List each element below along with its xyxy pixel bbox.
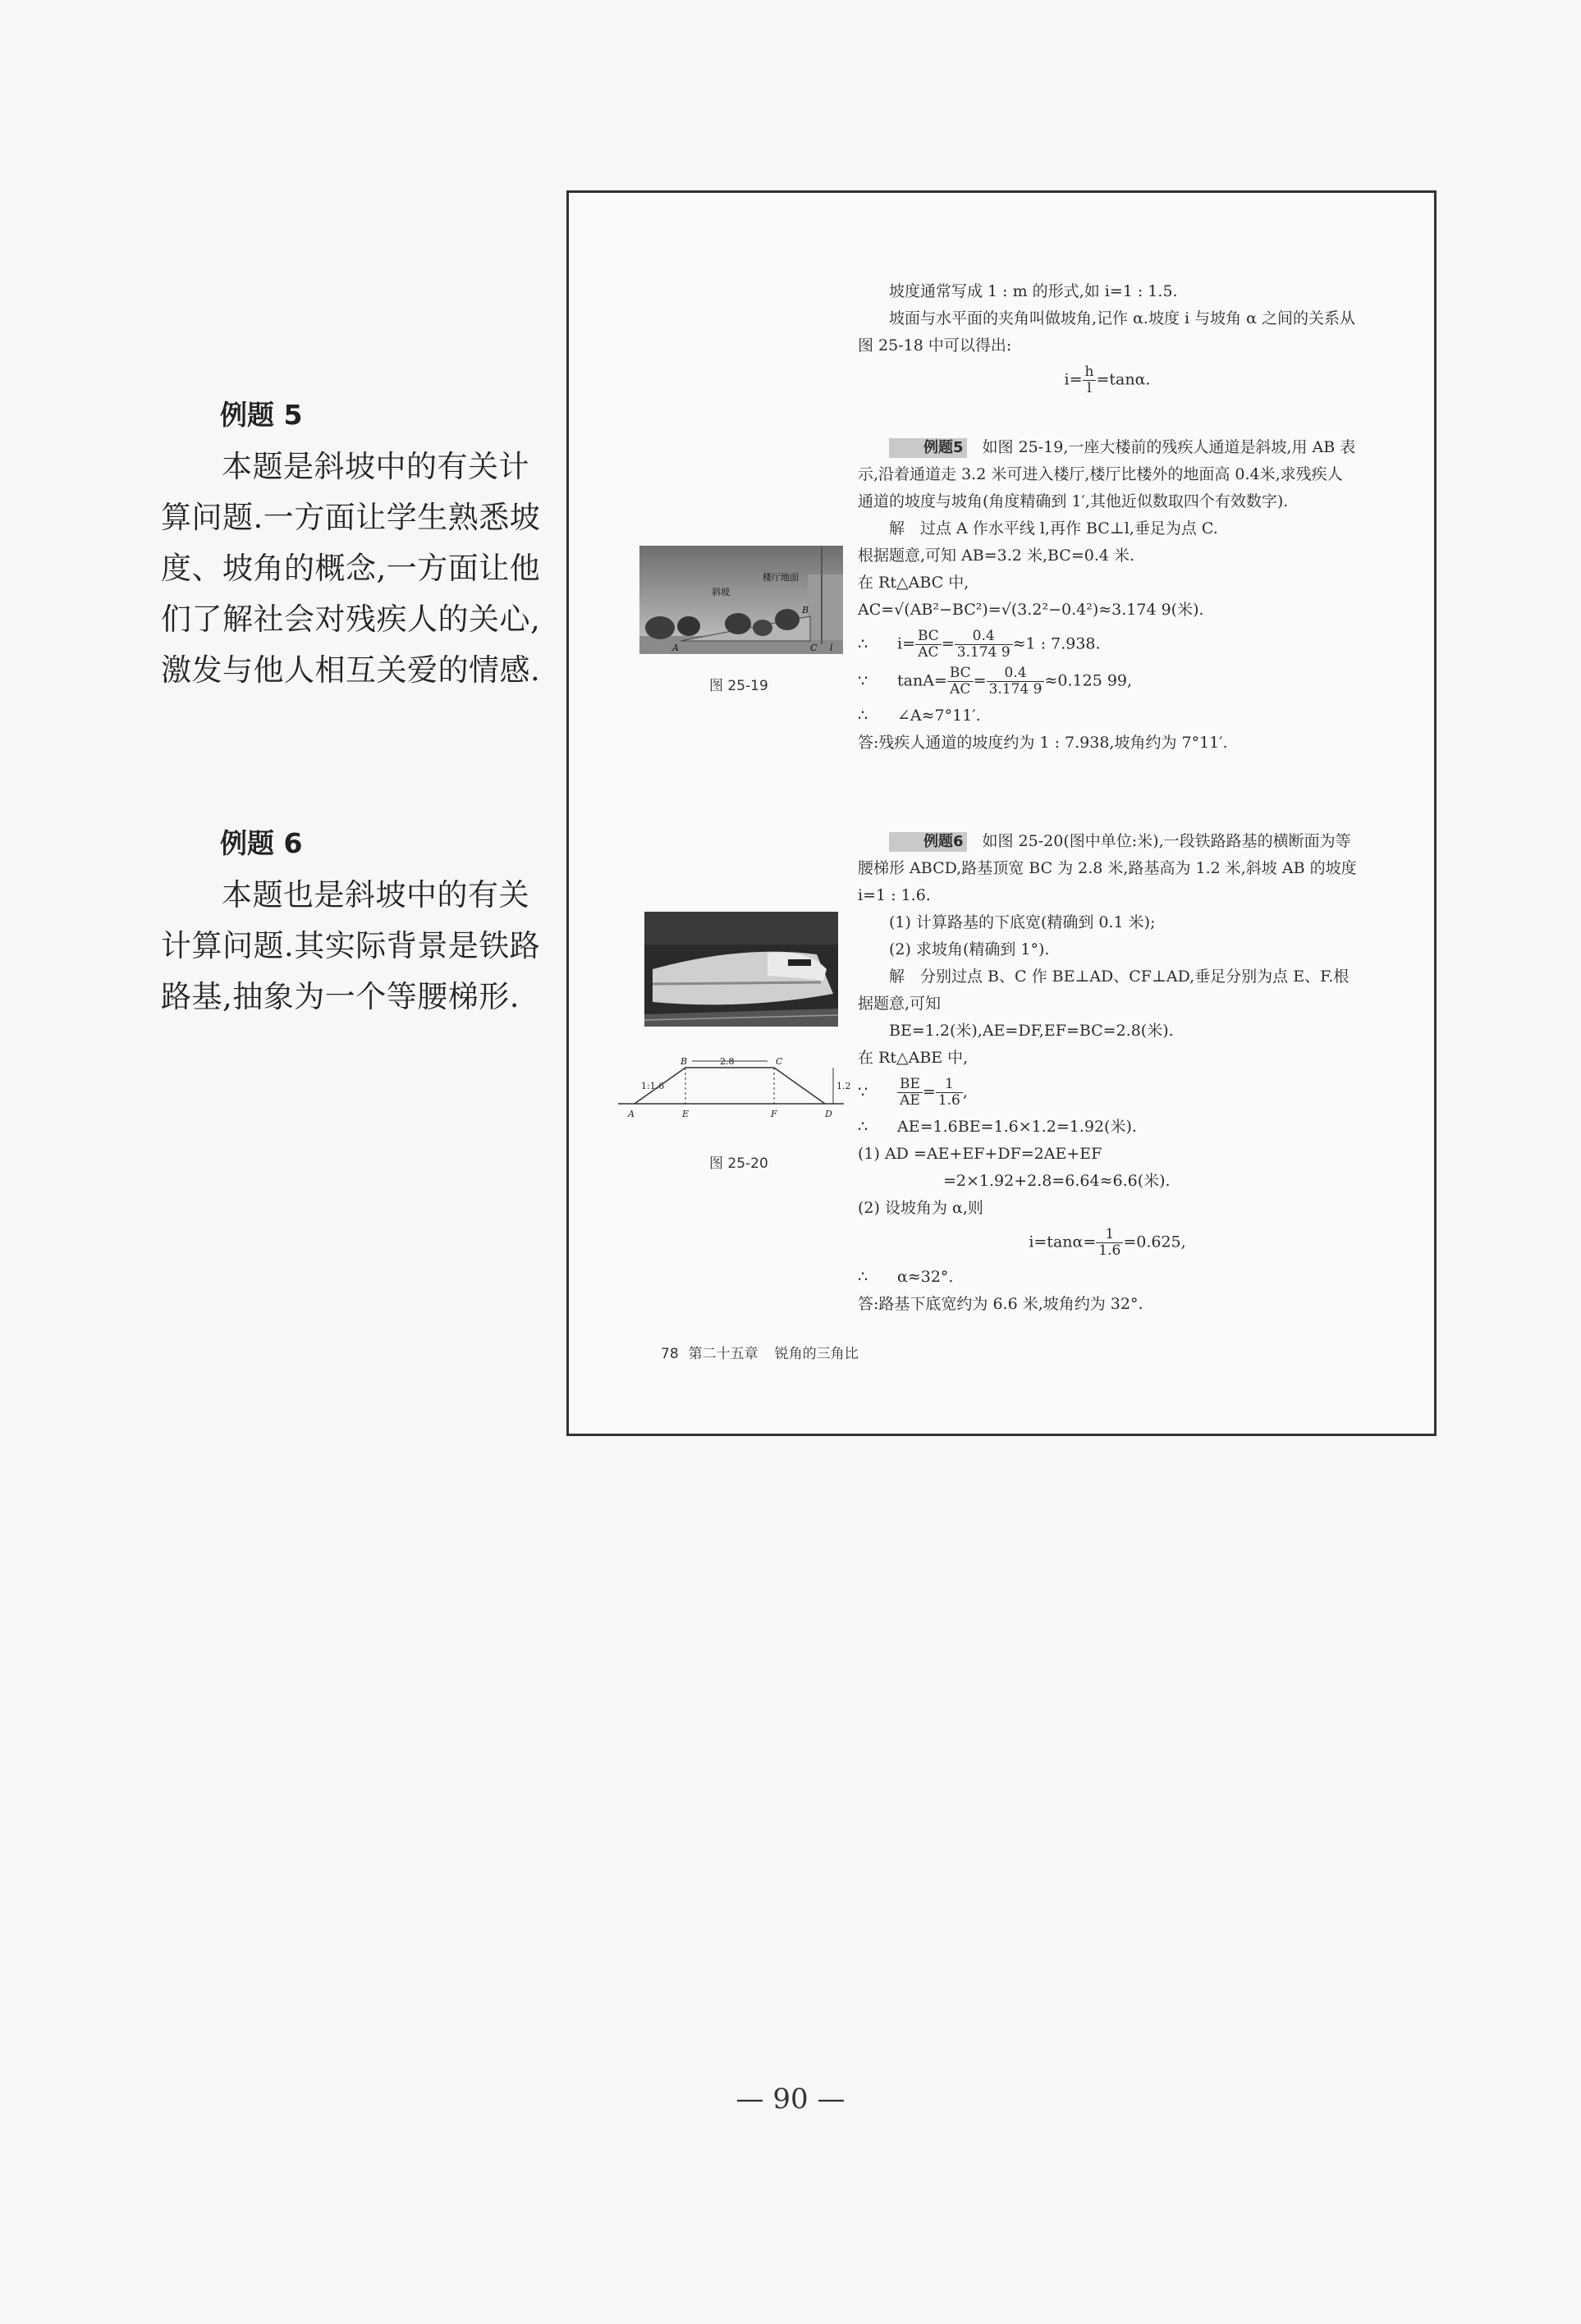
intro-line-1: 坡度通常写成 1 : m 的形式,如 i=1 : 1.5. [889, 282, 1178, 300]
figure-label-d: D [825, 1109, 832, 1119]
question-line: (1) 计算路基的下底宽(精确到 0.1 米); [889, 913, 1156, 931]
example-5 [858, 434, 1357, 757]
figure-label-a: A [628, 1109, 635, 1119]
solution-line: (1) AD =AE+EF+DF=2AE+EF [858, 1145, 1102, 1163]
solution-line: i=tanα= $\frac{1}{1.6}$ =0.625, [1029, 1226, 1186, 1259]
chapter-title: 锐角的三角比 [774, 1346, 859, 1362]
example-6 [858, 828, 1357, 1318]
sidenote-example-5 [161, 399, 550, 696]
figure-25-20-photo [644, 912, 838, 1027]
page-number: — 90 — [736, 2083, 845, 2116]
solution-line: ∴ ∠A≈7°11′. [858, 707, 981, 725]
sidenote-title: 例题 5 [220, 399, 303, 431]
slope-formula: i= $\frac{h}{l}$ =tanα. [1064, 364, 1151, 396]
figure-label-ratio: 1:1.6 [641, 1081, 665, 1091]
book-footer [661, 1342, 859, 1362]
solution-line: 根据题意,可知 AB=3.2 米,BC=0.4 米. [858, 547, 1135, 565]
sidenote-text: 本题也是斜坡中的有关计算问题.其实际背景是铁路路基,抽象为一个等腰梯形. [161, 877, 541, 1014]
solution-line: ∵ $\frac{BE}{AE}$ = $\frac{1}{1.6}$ , [858, 1076, 968, 1109]
solution-line: =2×1.92+2.8=6.64≈6.6(米). [943, 1172, 1171, 1190]
intro-section [858, 278, 1357, 396]
solution-line: AC=√(AB²−BC²)=√(3.2²−0.4²)≈3.174 9(米). [858, 601, 1204, 619]
solution-line: ∴ α≈32°. [858, 1268, 954, 1286]
textbook-page [566, 190, 1437, 1436]
figure-label-b: B [681, 1056, 688, 1067]
figure-label-e: E [682, 1109, 690, 1119]
figure-25-20-diagram [618, 1056, 856, 1122]
sidenote-title: 例题 6 [220, 827, 303, 859]
figure-label-b: B [802, 605, 809, 615]
chapter-name: 第二十五章 [688, 1346, 758, 1362]
sidenote-example-6 [161, 827, 550, 1022]
figure-label-a: A [672, 643, 679, 653]
solution-line: ∵ tanA= $\frac{BC}{AC}$ = $\frac{0.4}{3.174 9}$ ≈0.125 99, [858, 665, 1133, 698]
intro-line-2: 坡面与水平面的夹角叫做坡角,记作 α.坡度 i 与坡角 α 之间的关系从图 25-18 中可以得出: [858, 309, 1356, 355]
question-line: (2) 求坡角(精确到 1°). [889, 940, 1050, 958]
figure-label-hall: 楼厅地面 [763, 572, 799, 583]
figure-label-slope: 斜坡 [712, 587, 730, 597]
figure-25-20-caption: 图 25-20 [709, 1155, 768, 1172]
figure-label-height: 1.2 [836, 1081, 851, 1091]
example-6-statement: 例题6 如图 25-20(图中单位:米),一段铁路路基的横断面为等腰梯形 ABCD,路基顶宽 BC 为 2.8 米,路基高为 1.2 米,斜坡 AB 的坡度i=1 : 1.6. [858, 832, 1357, 904]
solution-line: (2) 设坡角为 α,则 [858, 1199, 983, 1217]
figure-label-f: F [771, 1109, 777, 1119]
solution-line: 解 过点 A 作水平线 l,再作 BC⊥l,垂足为点 C. [889, 519, 1218, 538]
solution-line: 在 Rt△ABE 中, [858, 1049, 969, 1067]
solution-line: 解 分别过点 B、C 作 BE⊥AD、CF⊥AD,垂足分别为点 E、F.根据题意,可知 [858, 968, 1350, 1013]
figure-label-top-width: 2.8 [720, 1056, 735, 1067]
answer-line: 答:路基下底宽约为 6.6 米,坡角约为 32°. [858, 1295, 1143, 1313]
example-5-label: 例题5 [889, 438, 967, 458]
figure-label-l: l [830, 643, 833, 653]
solution-line: ∴ i= $\frac{BC}{AC}$ = $\frac{0.4}{3.174 9}$ ≈1 : 7.938. [858, 628, 1101, 661]
solution-line: BE=1.2(米),AE=DF,EF=BC=2.8(米). [889, 1022, 1174, 1040]
figure-label-c: C [776, 1056, 783, 1067]
book-page-number: 78 [661, 1346, 679, 1362]
figure-25-19-caption: 图 25-19 [709, 678, 768, 694]
solution-line: ∴ AE=1.6BE=1.6×1.2=1.92(米). [858, 1118, 1137, 1136]
figure-label-c: C [810, 643, 818, 653]
figure-25-19-photo [639, 546, 843, 654]
example-6-label: 例题6 [889, 832, 967, 852]
sidenote-text: 本题是斜坡中的有关计算问题.一方面让学生熟悉坡度、坡角的概念,一方面让他们了解社会对残疾人的关心,激发与他人相互关爱的情感. [161, 449, 541, 688]
answer-line: 答:残疾人通道的坡度约为 1 : 7.938,坡角约为 7°11′. [858, 734, 1228, 752]
solution-line: 在 Rt△ABC 中, [858, 574, 969, 592]
example-5-statement: 例题5 如图 25-19,一座大楼前的残疾人通道是斜坡,用 AB 表示,沿着通道走 3.2 米可进入楼厅,楼厅比楼外的地面高 0.4米,求残疾人通道的坡度与坡角(角度精确到 1′,其他近似数取四个有效数字). [858, 438, 1356, 510]
